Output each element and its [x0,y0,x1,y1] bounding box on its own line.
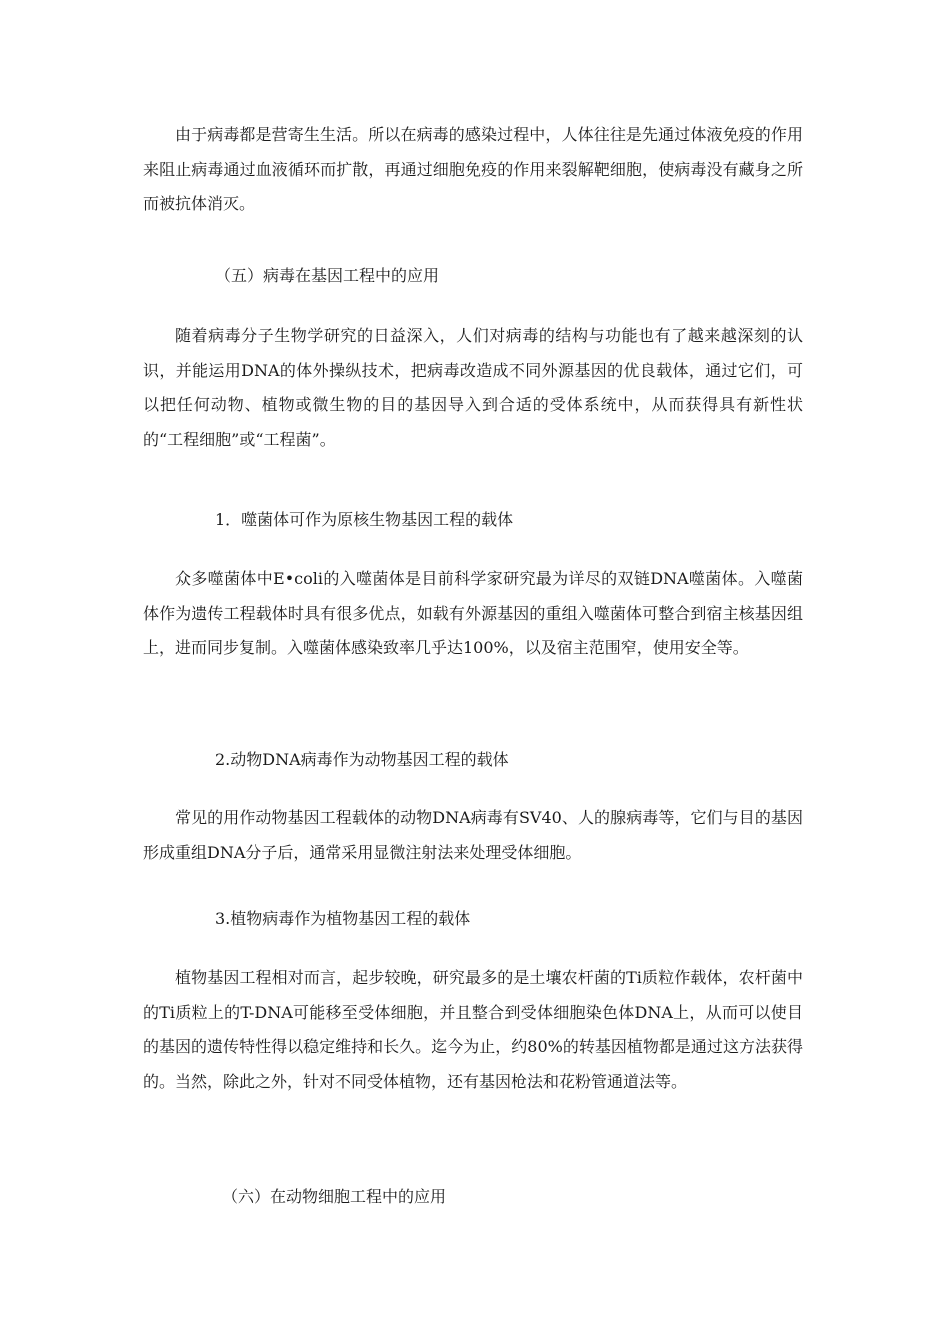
paragraph-lambda-phage: 众多噬菌体中E•coli的入噬菌体是目前科学家研究最为详尽的双链DNA噬菌体。入噬菌体作为遗传工程载体时具有很多优点，如载有外源基因的重组入噬菌体可整合到宿主核基因组上，进而同步复制。入噬菌体感染致率几乎达100%，以及宿主范围窄，使用安全等。 [143,569,803,657]
paragraph-animal-dna-virus: 常见的用作动物基因工程载体的动物DNA病毒有SV40、人的腺病毒等，它们与目的基因形成重组DNA分子后，通常采用显微注射法来处理受体细胞。 [143,808,803,862]
paragraph-immune-response: 由于病毒都是营寄生生活。所以在病毒的感染过程中，人体往往是先通过体液免疫的作用来阻止病毒通过血液循环而扩散，再通过细胞免疫的作用来裂解靶细胞，使病毒没有藏身之所而被抗体消灭。 [143,125,803,213]
subheading-phage-vector: 1．噬菌体可作为原核生物基因工程的载体 [215,510,514,529]
paragraph-plant-gene-engineering: 植物基因工程相对而言，起步较晚，研究最多的是土壤农杆菌的Ti质粒作载体，农杆菌中的Ti质粒上的T-DNA可能移至受体细胞，并且整合到受体细胞染色体DNA上，从而可以使目的基因的遗传特性得以稳定维持和长久。迄今为止，约80%的转基因植物都是通过这方法获得的。当然，除此之外，针对不同受体植物，还有基因枪法和花粉管通道法等。 [143,968,803,1091]
section-heading-gene-engineering: （五）病毒在基因工程中的应用 [215,266,440,285]
subheading-animal-dna-virus: 2.动物DNA病毒作为动物基因工程的载体 [215,750,509,769]
section-heading-animal-cell-engineering: （六）在动物细胞工程中的应用 [222,1187,447,1206]
paragraph-virus-vectors: 随着病毒分子生物学研究的日益深入，人们对病毒的结构与功能也有了越来越深刻的认识，并能运用DNA的体外操纵技术，把病毒改造成不同外源基因的优良载体，通过它们，可以把任何动物、植物或微生物的目的基因导入到合适的受体系统中，从而获得具有新性状的“工程细胞”或“工程菌”。 [143,326,803,449]
subheading-plant-virus: 3.植物病毒作为植物基因工程的载体 [215,909,471,928]
